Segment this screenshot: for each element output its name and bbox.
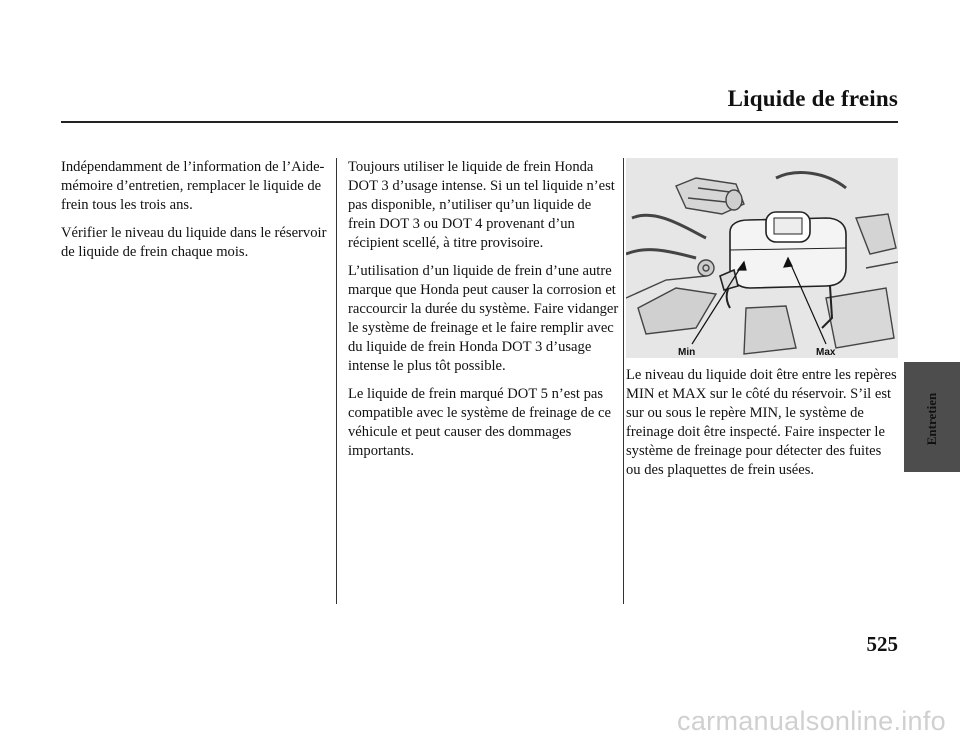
column-divider-2 bbox=[623, 158, 624, 604]
page-title: Liquide de freins bbox=[727, 86, 898, 111]
page-number: 525 bbox=[866, 632, 898, 656]
brake-fluid-reservoir-illustration bbox=[626, 158, 898, 358]
paragraph: Indépendamment de l’information de l’Aide-mémoire d’entretien, remplacer le liquide de frein tous les trois ans. bbox=[61, 159, 325, 213]
section-tab-label: Entretien bbox=[924, 392, 939, 446]
column-divider-1 bbox=[336, 158, 337, 604]
paragraph: Toujours utiliser le liquide de frein Honda DOT 3 d’usage intense. Si un tel liquide n’est pas disponible, n’utiliser qu’un liquide de frein DOT 3 ou DOT 4 provenant d’un récipient scellé, à titre provisoire. bbox=[348, 159, 615, 251]
header-rule bbox=[61, 121, 898, 123]
column-1 bbox=[61, 158, 329, 271]
watermark: carmanualsonline.info bbox=[677, 706, 946, 736]
min-label: Min bbox=[678, 347, 696, 358]
column-2 bbox=[348, 158, 620, 470]
paragraph: Le liquide de frein marqué DOT 5 n’est pas compatible avec le système de freinage de ce véhicule et peut causer des dommages importants. bbox=[348, 386, 611, 459]
engine-bay-drawing bbox=[626, 158, 898, 358]
paragraph: Le niveau du liquide doit être entre les repères MIN et MAX sur le côté du réservoir. S’il est sur ou sous le repère MIN, le système de freinage doit être inspecté. Faire inspecter le système de freinage pour détecter des fuites ou des plaquettes de frein usées. bbox=[626, 367, 897, 478]
paragraph: L’utilisation d’un liquide de frein d’une autre marque que Honda peut causer la corrosion et raccourcir la durée du système. Faire vidanger le système de freinage et le faire remplir avec du liquide de frein Honda DOT 3 d’usage intense le plus tôt possible. bbox=[348, 263, 619, 374]
max-label: Max bbox=[816, 347, 836, 358]
column-3 bbox=[626, 366, 898, 489]
paragraph: Vérifier le niveau du liquide dans le réservoir de liquide de frein chaque mois. bbox=[61, 225, 327, 260]
